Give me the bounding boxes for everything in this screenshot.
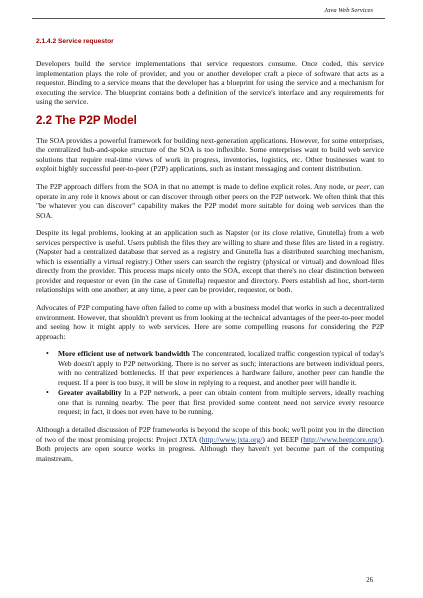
header-divider	[32, 18, 385, 19]
subsection-title: Service requestor	[58, 38, 114, 45]
reason-heading: Greater availability	[58, 388, 122, 398]
reason-text: In a P2P network, a peer can obtain content from multiple servers, ideally reaching one that is running nearby. The peer that first provided some content need not service every resource request; in fact, it does not even have to be running.	[58, 388, 384, 417]
section-number: 2.2	[36, 114, 52, 127]
subsection-number: 2.1.4.2	[36, 38, 57, 45]
napster-gnutella-paragraph: Despite its legal problems, looking at an application such as Napster (or its close relative, Gnutella) from a web services perspective is useful. Users publish the files they are willing to share and these files are listed in a registry. (Napster had a centralized database that served as a registry and Gnutella has a distributed searching mechanism, which is essentially a virtual registry.) Other users can search the registry (physical or virtual) and download files directly from the provider. This process maps nicely onto the SOA, except that there's no clear distinction between provider and requestor or even (in the case of Gnutella) requestor and directory. Peers establish ad hoc, short-term relationships with one another; at any time, a peer can be provider, requestor, or both.	[36, 228, 384, 295]
soa-framework-paragraph: The SOA provides a powerful framework for building next-generation applications. However, for some enterprises, the centralized hub-and-spoke structure of the SOA is too inflexible. Some enterprises want to build web service solutions that require real-time views of work in progress, inventories, logistics, etc. Other businesses want to exploit highly successful peer-to-peer (P2P) applications, such as instant messaging and content distribution.	[36, 135, 384, 174]
peer-term: peer	[356, 182, 370, 192]
reason-heading: More efficient use of network bandwidth	[58, 349, 190, 359]
jxta-link[interactable]: http://www.jxta.org/	[201, 434, 263, 444]
page-number: 26	[366, 577, 373, 584]
p2p-approach-text-end: , can operate in any role it knows about or can discover through other peers on the P2P network. We often think that this "be whatever you can discover" capability makes the P2P model more suitable for doing web services than the SOA.	[36, 182, 384, 220]
list-item	[46, 388, 384, 417]
subsection-heading	[36, 38, 384, 45]
bullet-icon: •	[46, 388, 49, 398]
running-header: Java Web Services	[324, 7, 373, 14]
section-title: The P2P Model	[55, 114, 137, 127]
frameworks-text-3: ). Both projects are open source works in progress. Although they haven't yet become part of the computing mainstream,	[36, 434, 385, 463]
page-content	[36, 38, 384, 463]
beep-link[interactable]: http://www.beepcore.org/	[303, 434, 380, 444]
p2p-reasons-list	[36, 349, 384, 417]
frameworks-text-2: ) and BEEP (	[262, 434, 304, 444]
p2p-advocates-paragraph: Advocates of P2P computing have often failed to come up with a business model that works in such a decentralized environment. However, that shouldn't prevent us from looking at the technical advantages of the peer-to-peer model and seeing how it might apply to web services. Here are some compelling reasons for considering the P2P approach:	[36, 303, 384, 341]
service-requestor-paragraph: Developers build the service implementations that service requestors consume. Once coded, this service implementation plays the role of provider, and you or another developer craft a piece of software that acts as a requestor. Binding to a service means that the developer has a blueprint for using the service and a mechanism for executing the service. The blueprint contains both a definition of the service's interface and any requirements for using the service.	[36, 59, 384, 106]
frameworks-text-1: Although a detailed discussion of P2P frameworks is beyond the scope of this book; we'll point you in the direction of two of the most promising projects: Project JXTA (	[36, 425, 384, 444]
p2p-frameworks-paragraph	[36, 425, 384, 463]
p2p-approach-paragraph	[36, 182, 384, 220]
p2p-approach-text-start: The P2P approach differs from the SOA in that no attempt is made to define explicit roles. Any node, or	[36, 182, 357, 192]
list-item	[46, 349, 384, 387]
bullet-icon: •	[46, 349, 49, 359]
reason-text: The concentrated, localized traffic congestion typical of today's Web doesn't apply to P2P networking. There is no server as such; interactions are between individual peers, with no centralized bottlenecks. If that peer experiences a hardware failure, another peer can handle the request. If a peer is too busy, it will be slow in replying to a request, and another peer will handle it.	[58, 349, 384, 387]
section-heading	[36, 115, 384, 127]
